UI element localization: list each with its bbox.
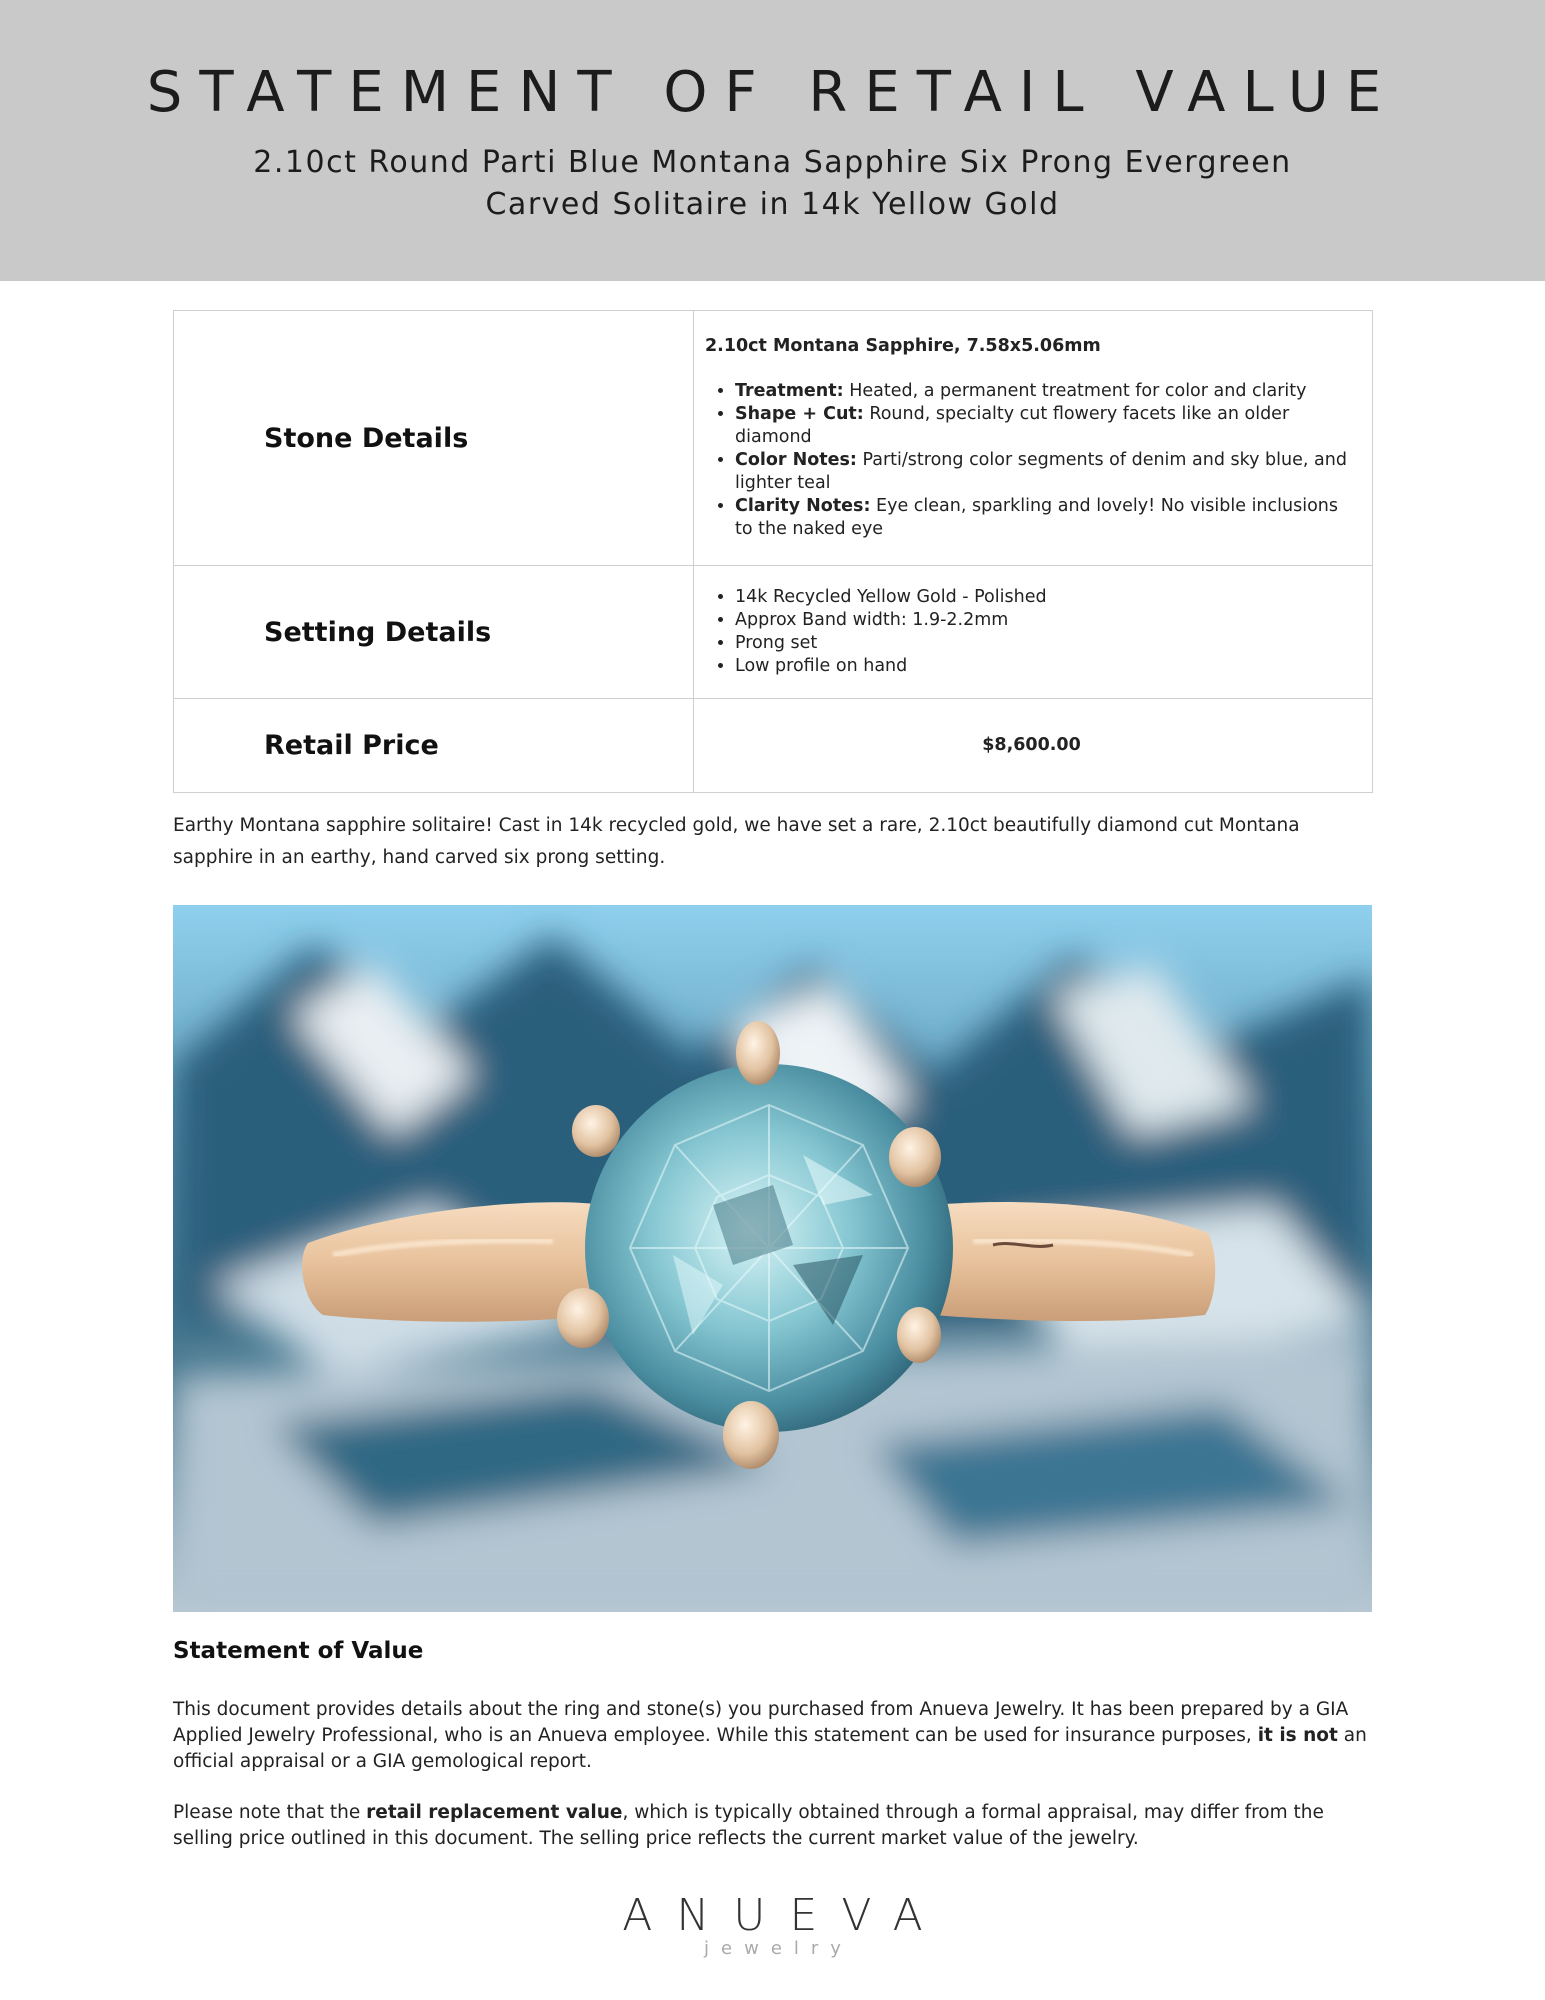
header-banner [0, 0, 1545, 281]
list-item: • Low profile on hand [735, 655, 1358, 678]
item-key: Clarity Notes: [735, 496, 871, 516]
statement-paragraph-2 [173, 1800, 1373, 1852]
emphasis-text: retail replacement value [366, 1802, 623, 1823]
item-text: Heated, a permanent treatment for color and clarity [843, 381, 1307, 401]
statement-of-value-title: Statement of Value [173, 1638, 424, 1664]
stone-details-row [174, 311, 1373, 566]
list-item [735, 449, 1358, 495]
ring-illustration [173, 905, 1372, 1612]
setting-details-list [705, 586, 1358, 678]
list-item [735, 380, 1358, 403]
intro-paragraph: Earthy Montana sapphire solitaire! Cast in 14k recycled gold, we have set a rare, 2.10ct beautifully diamond cut Montana sapphire in an earthy, hand carved six prong setting. [173, 815, 1300, 868]
text-span: This document provides details about the ring and stone(s) you purchased from Anueva Jewelry. It has been prepared by a GIA Applied Jewelry Professional, who is an Anueva employee. While this statement can be used for insurance purposes, [173, 1699, 1349, 1746]
list-item [735, 403, 1358, 449]
stone-heading: 2.10ct Montana Sapphire, 7.58x5.06mm [705, 336, 1101, 356]
retail-price-row [174, 699, 1373, 793]
item-key: Color Notes: [735, 450, 857, 470]
item-text: Eye clean, sparkling and lovely! No visible inclusions to the naked eye [735, 496, 1338, 539]
setting-details-row [174, 566, 1373, 699]
list-item: • Prong set [735, 632, 1358, 655]
text-span: , which is typically obtained through a formal appraisal, may differ from the selling price outlined in this document. The selling price reflects the current market value of the jewelry. [173, 1802, 1324, 1849]
statement-paragraph-1 [173, 1697, 1373, 1775]
retail-price-label: Retail Price [174, 699, 694, 793]
list-item [735, 495, 1358, 541]
page-subtitle: 2.10ct Round Parti Blue Montana Sapphire Six Prong Evergreen Carved Solitaire in 14k Yellow Gold [253, 145, 1292, 222]
anueva-logo: ANUEVA [622, 1890, 947, 1941]
list-item: • 14k Recycled Yellow Gold - Polished [735, 586, 1358, 609]
text-span: an official appraisal or a GIA gemological report. [173, 1725, 1367, 1772]
setting-details-value [694, 566, 1373, 699]
stone-details-list [705, 380, 1358, 541]
stone-details-label: Stone Details [174, 311, 694, 566]
list-item: • Approx Band width: 1.9-2.2mm [735, 609, 1358, 632]
emphasis-text: it is not [1257, 1725, 1338, 1746]
item-key: Treatment: [735, 381, 844, 401]
item-key: Shape + Cut: [735, 404, 864, 424]
item-text: Parti/strong color segments of denim and sky blue, and lighter teal [735, 450, 1347, 493]
setting-details-label: Setting Details [174, 566, 694, 699]
details-table [173, 310, 1373, 793]
retail-price-value: $8,600.00 [694, 699, 1373, 793]
item-text: Round, specialty cut flowery facets like an older diamond [735, 404, 1290, 447]
page-title: STATEMENT OF RETAIL VALUE [146, 60, 1399, 125]
stone-details-value [694, 311, 1373, 566]
text-span: Please note that the [173, 1802, 367, 1823]
ring-photo [173, 905, 1372, 1612]
anueva-logo-sub: jewelry [704, 1938, 853, 1959]
